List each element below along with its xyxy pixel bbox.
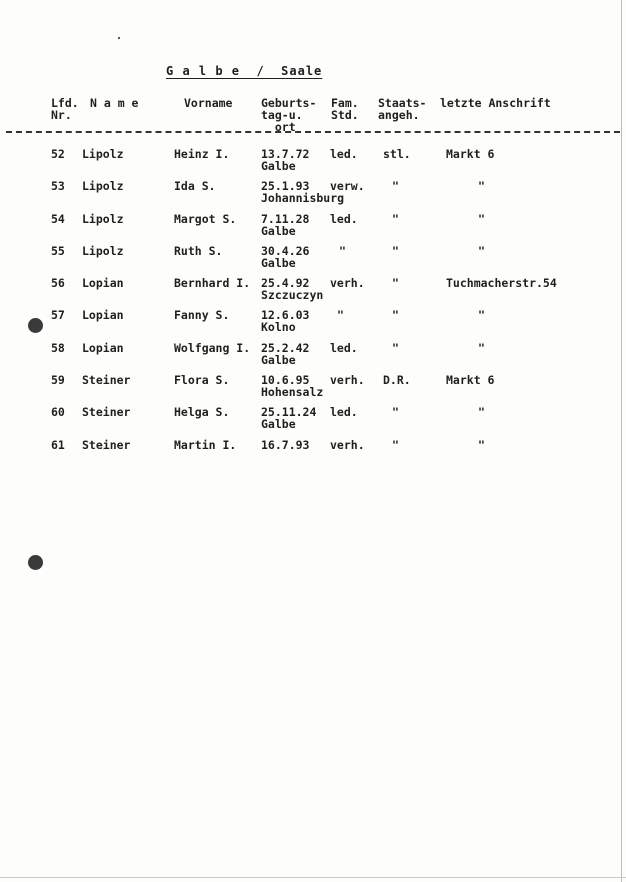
cell-staatsangehoerigkeit: stl. [383,147,411,161]
cell-staatsangehoerigkeit: " [392,243,399,258]
cell-name: Steiner [82,437,131,452]
cell-anschrift: " [478,308,485,323]
cell-familienstand: verh. [330,437,365,452]
cell-vorname: Margot S. [174,211,237,226]
cell-vorname: Helga S. [174,405,230,420]
cell-geburtsort: Galbe [261,223,296,238]
page-edge-bottom [0,877,626,878]
cell-geburtstag: 12.6.03 [261,308,310,323]
table-row [0,406,626,438]
record-list [0,148,626,471]
cell-geburtstag: 25.2.42 [261,340,310,355]
cell-geburtstag: 16.7.93 [261,437,310,452]
punch-hole [28,318,43,333]
cell-familienstand: led. [330,405,358,420]
cell-geburtsort: Galbe [261,159,296,173]
cell-vorname: Bernhard I. [174,276,251,291]
header-geburtstag-ort: Geburts- tag-u. ort [261,96,317,134]
cell-name: Steiner [82,373,131,388]
header-divider [6,131,620,133]
cell-familienstand: " [339,243,346,258]
cell-staatsangehoerigkeit: " [392,405,399,420]
cell-geburtsort: Szczuczyn [261,288,324,303]
cell-nr: 54 [51,211,65,226]
cell-familienstand: led. [330,147,358,161]
cell-staatsangehoerigkeit: " [392,276,399,291]
cell-vorname: Martin I. [174,437,237,452]
cell-familienstand: " [337,308,344,323]
header-staatsangehoerigkeit: Staats- angeh. [378,96,427,122]
cell-geburtsort: Johannisburg [261,191,345,206]
cell-anschrift: Markt 6 [446,147,495,161]
cell-geburtstag: 25.1.93 [261,179,310,194]
cell-anschrift: Tuchmacherstr.54 [446,276,557,291]
cell-anschrift: " [478,340,485,355]
cell-anschrift: " [478,437,485,452]
cell-vorname: Fanny S. [174,308,230,323]
header-vorname: Vorname [184,96,233,110]
cell-staatsangehoerigkeit: " [392,340,399,355]
cell-familienstand: verh. [330,373,365,388]
header-letzte-anschrift: letzte Anschrift [440,96,551,110]
cell-nr: 58 [51,340,65,355]
paper-speck [118,37,120,39]
cell-geburtsort: Galbe [261,417,296,432]
cell-name: Lopian [82,340,124,355]
cell-vorname: Ida S. [174,179,216,194]
cell-nr: 52 [51,147,65,161]
cell-geburtstag: 25.11.24 [261,405,317,420]
cell-nr: 57 [51,308,65,323]
table-row [0,439,626,471]
table-row [0,213,626,245]
header-familienstand: Fam. Std. [331,96,359,122]
cell-staatsangehoerigkeit: " [392,437,399,452]
cell-geburtsort: Galbe [261,352,296,367]
punch-hole [28,555,43,570]
cell-anschrift: " [478,405,485,420]
cell-name: Lipolz [82,243,124,258]
cell-geburtsort: Galbe [261,255,296,270]
cell-anschrift: Markt 6 [446,373,495,388]
cell-staatsangehoerigkeit: " [392,211,399,226]
table-row [0,245,626,277]
cell-name: Lipolz [82,179,124,194]
cell-nr: 61 [51,437,65,452]
table-row [0,180,626,212]
cell-staatsangehoerigkeit: " [392,308,399,323]
cell-geburtstag: 25.4.92 [261,276,310,291]
table-row [0,342,626,374]
cell-anschrift: " [478,179,485,194]
cell-name: Lopian [82,308,124,323]
document-title: G a l b e / Saale [166,64,323,78]
cell-geburtsort: Hohensalz [261,385,324,400]
cell-vorname: Flora S. [174,373,230,388]
cell-anschrift: " [478,243,485,258]
table-row [0,374,626,406]
cell-name: Lopian [82,276,124,291]
cell-name: Lipolz [82,211,124,226]
cell-geburtstag: 10.6.95 [261,373,310,388]
cell-nr: 60 [51,405,65,420]
cell-vorname: Ruth S. [174,243,223,258]
cell-nr: 59 [51,373,65,388]
table-row [0,309,626,341]
cell-familienstand: led. [330,340,358,355]
cell-staatsangehoerigkeit: " [392,179,399,194]
cell-geburtsort: Kolno [261,320,296,335]
cell-familienstand: verh. [330,276,365,291]
cell-geburtstag: 30.4.26 [261,243,310,258]
header-name: N a m e [90,96,139,110]
table-row [0,277,626,309]
cell-familienstand: verw. [330,179,365,194]
cell-anschrift: " [478,211,485,226]
cell-vorname: Heinz I. [174,147,230,161]
cell-vorname: Wolfgang I. [174,340,251,355]
cell-geburtstag: 13.7.72 [261,147,310,161]
cell-geburtstag: 7.11.28 [261,211,310,226]
cell-staatsangehoerigkeit: D.R. [383,373,411,388]
cell-name: Steiner [82,405,131,420]
cell-nr: 53 [51,179,65,194]
cell-familienstand: led. [330,211,358,226]
table-row [0,148,626,180]
cell-nr: 55 [51,243,65,258]
header-lfd-nr: Lfd. Nr. [51,96,79,122]
cell-nr: 56 [51,276,65,291]
cell-name: Lipolz [82,147,124,161]
